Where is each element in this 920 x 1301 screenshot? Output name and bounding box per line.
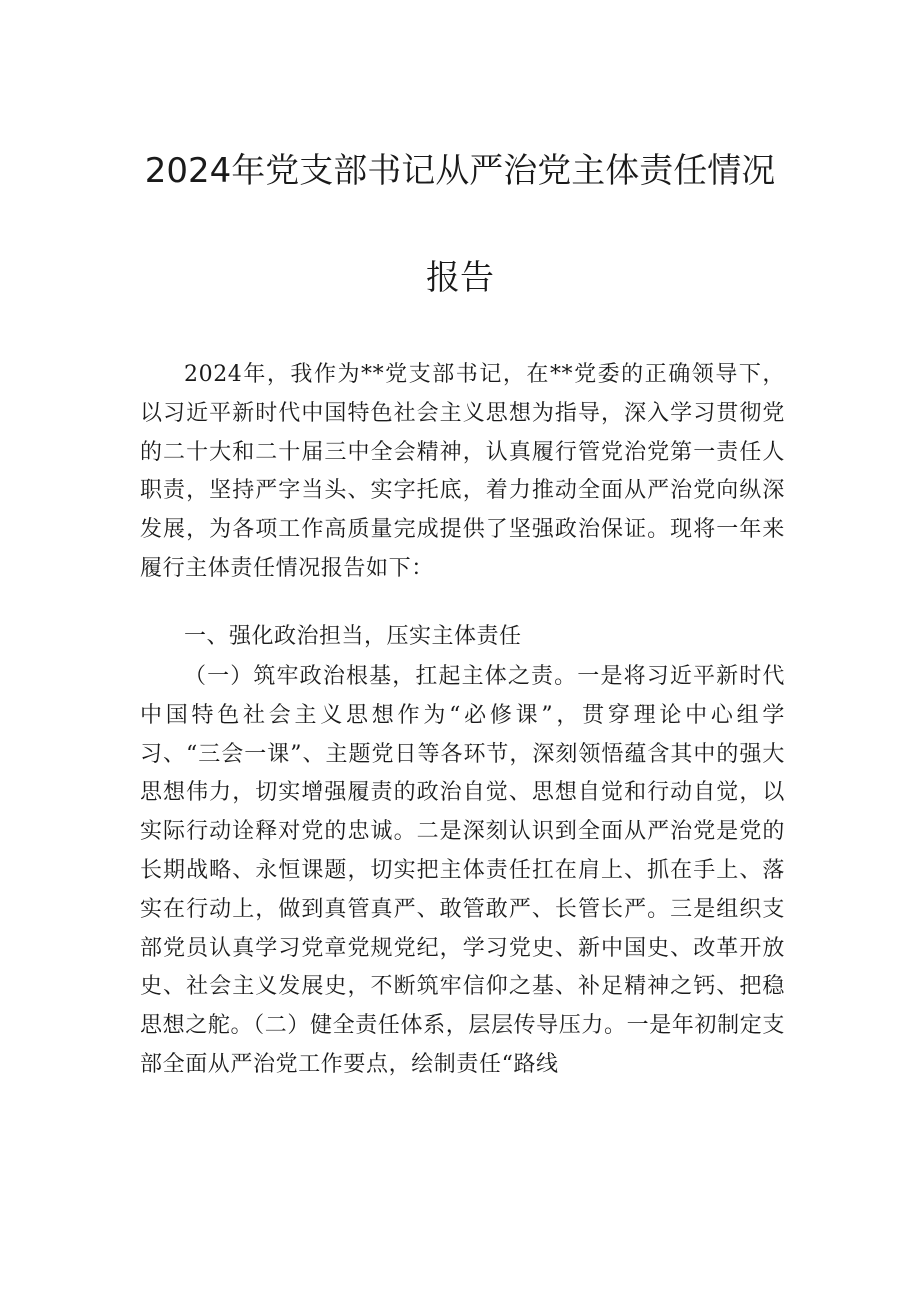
intro-paragraph: 2024年，我作为**党支部书记，在**党委的正确领导下，以习近平新时代中国特色社会主义思想为指导，深入学习贯彻党的二十大和二十届三中全会精神，认真履行管党治党第一责任人职责，坚持严字当头、实字托底，着力推动全面从严治党向纵深发展，为各项工作高质量完成提供了坚强政治保证。现将一年来履行主体责任情况报告如下： bbox=[140, 362, 785, 581]
document-title-line-1: 2024年党支部书记从严治党主体责任情况 bbox=[144, 151, 776, 191]
section-heading-1: 一、强化政治担当，压实主体责任 bbox=[184, 624, 522, 649]
document-title-line-2: 报告 bbox=[426, 258, 494, 298]
section-1-paragraph: （一）筑牢政治根基，扛起主体之责。一是将习近平新时代中国特色社会主义思想作为“必修课”，贯穿理论中心组学习、“三会一课”、主题党日等各环节，深刻领悟蕴含其中的强大思想伟力，切实增强履责的政治自觉、思想自觉和行动自觉，以实际行动诠释对党的忠诚。二是深刻认识到全面从严治党是党的长期战略、永恒课题，切实把主体责任扛在肩上、抓在手上、落实在行动上，做到真管真严、敢管敢严、长管长严。三是组织支部党员认真学习党章党规党纪，学习党史、新中国史、改革开放史、社会主义发展史，不断筑牢信仰之基、补足精神之钙、把稳思想之舵。（二）健全责任体系，层层传导压力。一是年初制定支部全面从严治党工作要点，绘制责任“路线 bbox=[140, 664, 785, 1077]
